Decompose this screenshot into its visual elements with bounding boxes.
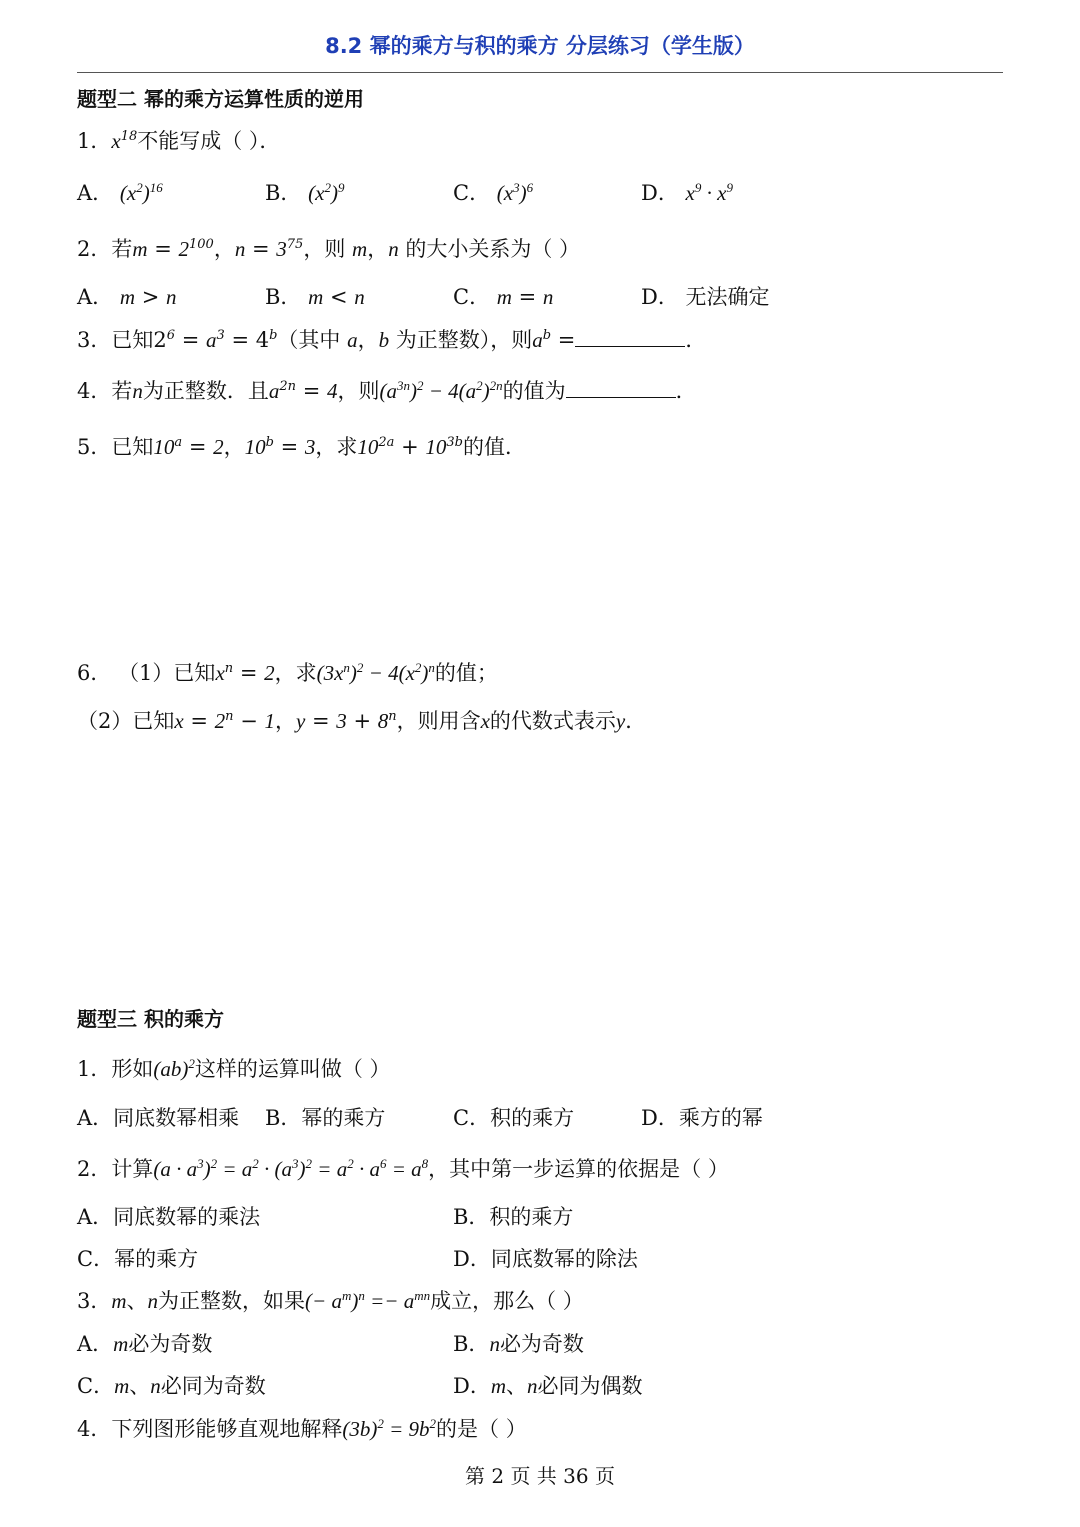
option-b: B．n必为奇数 bbox=[453, 1332, 584, 1356]
header-rule bbox=[77, 72, 1003, 73]
option-d: D．m、n必同为偶数 bbox=[453, 1374, 643, 1398]
option-b: B． m < n bbox=[265, 285, 365, 309]
question-1: 1．$x^{18}$不能写成（ ）． bbox=[77, 129, 281, 153]
option-c: C．积的乘方 bbox=[453, 1106, 575, 1130]
question-2: 2．若$m = 2^{100}$，$n = 3^{75}$，则 m，n 的大小关系为（ ） bbox=[77, 237, 581, 261]
option-d: D．同底数幂的除法 bbox=[453, 1247, 638, 1271]
option-d: D． $x^9 \cdot x^9$ bbox=[641, 180, 733, 205]
option-b: B．幂的乘方 bbox=[265, 1106, 386, 1130]
option-b: B．积的乘方 bbox=[453, 1205, 574, 1229]
page-footer: 第 2 页 共 36 页 bbox=[465, 1464, 615, 1488]
question-1: 1．形如(ab)$^2$这样的运算叫做（ ） bbox=[77, 1056, 391, 1081]
question-2: 2．计算$(a \cdot a^3)^2 = a^2 \cdot (a^3)^2 = a^2 \cdot a^6 = a^8$，其中第一步运算的依据是（ ） bbox=[77, 1156, 729, 1181]
question-6-part-2: （2）已知$x = 2^n - 1$，$y = 3 + 8^n$，则用含x的代数式表示y． bbox=[77, 709, 647, 733]
question-4: 4．若n为正整数．且$a^{2n} = 4$，则$(a^{3n})^2 - 4(a^2)^{2n}$的值为 ． bbox=[77, 378, 697, 403]
option-d: D．乘方的幂 bbox=[641, 1106, 763, 1130]
question-4: 4．下列图形能够直观地解释$(3b)^2 = 9b^2$的是（ ） bbox=[77, 1416, 527, 1441]
question-3: 3．m、n为正整数，如果(− $a^m)^n =- a^{mn}$成立，那么（ ） bbox=[77, 1288, 584, 1313]
option-a: A．同底数幂的乘法 bbox=[77, 1205, 261, 1229]
section-title: 题型二 幂的乘方运算性质的逆用 bbox=[77, 87, 364, 111]
section-title: 题型三 积的乘方 bbox=[77, 1007, 224, 1031]
option-c: C．幂的乘方 bbox=[77, 1247, 199, 1271]
option-a: A． $(x^2)^{16}$ bbox=[77, 180, 163, 205]
question-3: 3．已知$2^6 = a^3 = 4^b$（其中 a，b 为正整数），则$a^b$ = ． bbox=[77, 328, 707, 352]
option-d: D． 无法确定 bbox=[641, 285, 770, 309]
page-header: 8.2 幂的乘方与积的乘方 分层练习（学生版） bbox=[325, 34, 755, 58]
option-a: A．同底数幂相乘 bbox=[77, 1106, 240, 1130]
option-c: C．m、n必同为奇数 bbox=[77, 1374, 266, 1398]
option-a: A．m必为奇数 bbox=[77, 1332, 213, 1356]
option-a: A． m > n bbox=[77, 285, 177, 309]
option-b: B． $(x^2)^9$ bbox=[265, 180, 345, 205]
question-6-part-1: 6． （1）已知$x^n = 2$，求$(3x^n)^2 - 4(x^2)^n$的值； bbox=[77, 660, 498, 685]
question-5: 5．已知$10^a = 2$，$10^b = 3$，求$10^{2a} + 10^{3b}$的值． bbox=[77, 435, 526, 459]
option-c: C． m = n bbox=[453, 285, 554, 309]
option-c: C． $(x^3)^6$ bbox=[453, 180, 534, 205]
